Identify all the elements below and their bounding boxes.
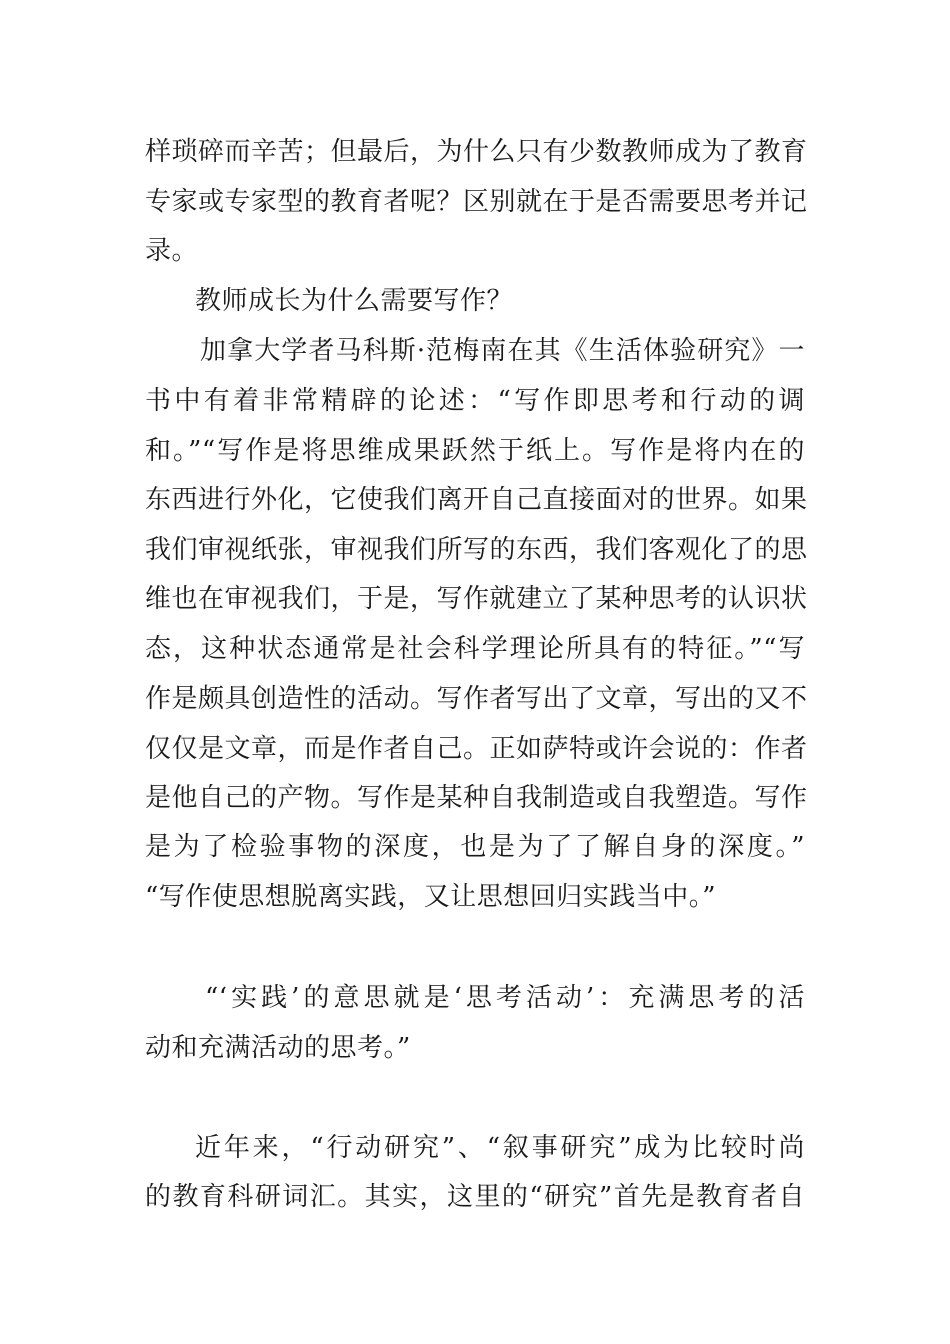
paragraph-line: 是他自己的产物。写作是某种自我制造或自我塑造。写作 [145, 783, 808, 813]
paragraph-line: 维也在审视我们，于是，写作就建立了某种思考的认识状 [145, 584, 808, 614]
paragraph-line: “‘实践’的意思就是‘思考活动’：充满思考的活 [205, 983, 805, 1013]
paragraph-line: 书中有着非常精辟的论述：“写作即思考和行动的调 [145, 386, 805, 416]
paragraph-line: 仅仅是文章，而是作者自己。正如萨特或许会说的：作者 [145, 734, 808, 764]
paragraph-line: 态，这种状态通常是社会科学理论所具有的特征。”“写 [145, 634, 805, 664]
paragraph-line: 是为了检验事物的深度，也是为了了解自身的深度。” [145, 832, 805, 862]
paragraph-line: 专家或专家型的教育者呢？区别就在于是否需要思考并记 [145, 187, 808, 217]
paragraph-line: 录。 [145, 236, 199, 266]
paragraph-line: 加拿大学者马科斯·范梅南在其《生活体验研究》一 [200, 336, 805, 366]
paragraph-line: 东西进行外化，它使我们离开自己直接面对的世界。如果 [145, 485, 808, 515]
paragraph-line: 动和充满活动的思考。” [145, 1033, 411, 1063]
paragraph-line: 作是颇具创造性的活动。写作者写出了文章，写出的又不 [145, 684, 808, 714]
paragraph-line: “写作使思想脱离实践，又让思想回归实践当中。” [145, 882, 717, 912]
paragraph-line: 近年来，“行动研究”、“叙事研究”成为比较时尚 [195, 1133, 805, 1163]
paragraph-line: 样琐碎而辛苦；但最后，为什么只有少数教师成为了教育 [145, 137, 808, 167]
paragraph-line: 教师成长为什么需要写作？ [195, 286, 514, 316]
paragraph-line: 的教育科研词汇。其实，这里的“研究”首先是教育者自 [145, 1182, 805, 1212]
paragraph-line: 和。”“写作是将思维成果跃然于纸上。写作是将内在的 [145, 436, 805, 466]
paragraph-line: 我们审视纸张，审视我们所写的东西，我们客观化了的思 [145, 535, 808, 565]
